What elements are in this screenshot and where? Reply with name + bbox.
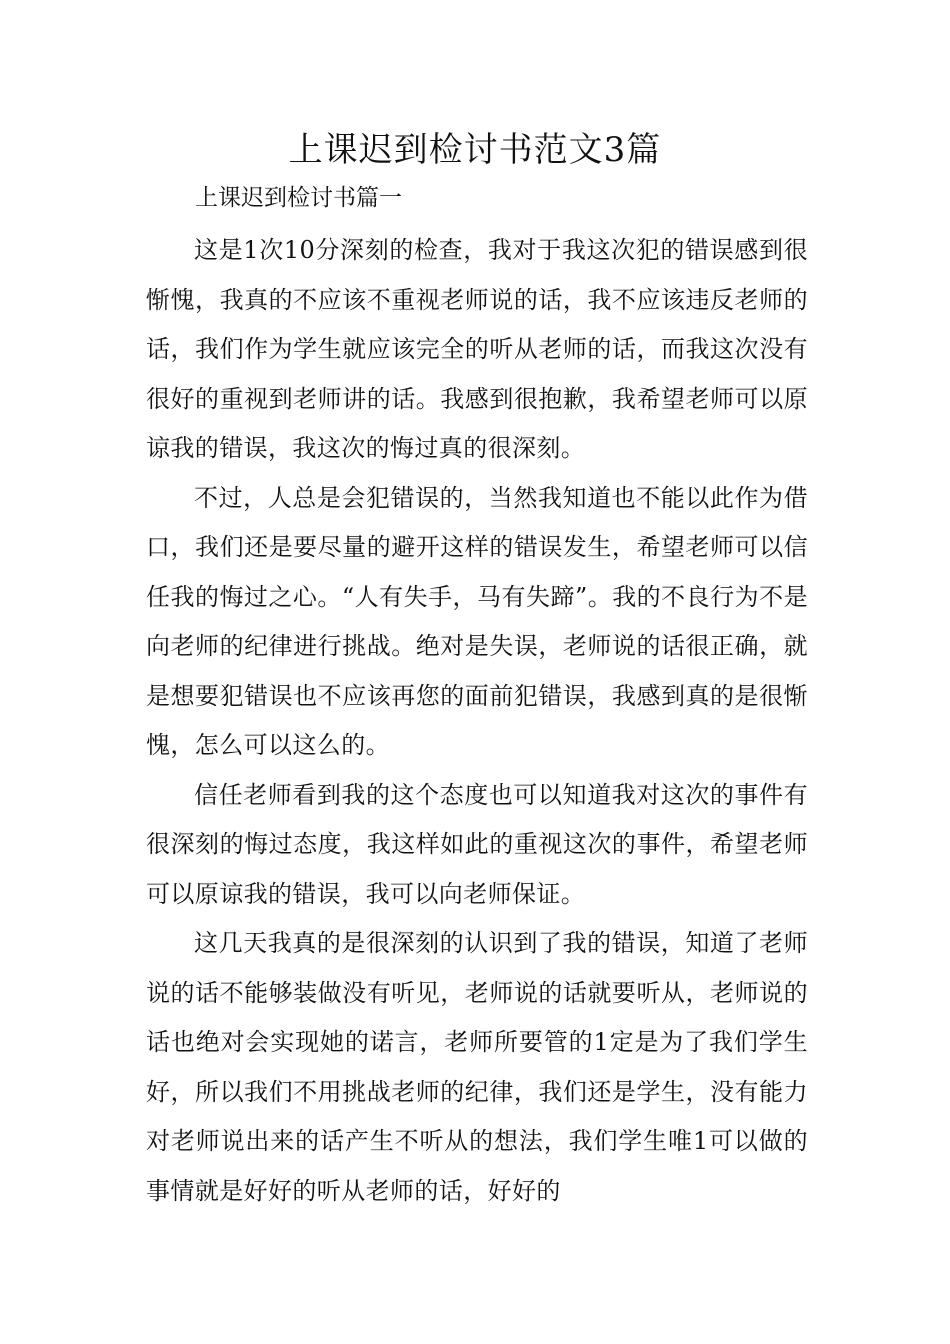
paragraph: 这是1次10分深刻的检查，我对于我这次犯的错误感到很惭愧，我真的不应该不重视老师说的话，我不应该违反老师的话，我们作为学生就应该完全的听从老师的话，而我这次没有很好的重视到老师讲的话。我感到很抱歉，我希望老师可以原谅我的错误，我这次的悔过真的很深刻。 [146,236,808,462]
document-title: 上课迟到检讨书范文3篇 [288,130,662,170]
paragraph: 不过，人总是会犯错误的，当然我知道也不能以此作为借口，我们还是要尽量的避开这样的错误发生，希望老师可以信任我的悔过之心。“人有失手，马有失蹄”。我的不良行为不是向老师的纪律进行挑战。绝对是失误，老师说的话很正确，就是想要犯错误也不应该再您的面前犯错误，我感到真的是很惭愧，怎么可以这么的。 [146,483,808,759]
paragraph: 信任老师看到我的这个态度也可以知道我对这次的事件有很深刻的悔过态度，我这样如此的重视这次的事件，希望老师可以原谅我的错误，我可以向老师保证。 [146,780,808,908]
paragraph: 这几天我真的是很深刻的认识到了我的错误，知道了老师说的话不能够装做没有听见，老师说的话就要听从，老师说的话也绝对会实现她的诺言，老师所要管的1定是为了我们学生好，所以我们不用挑战老师的纪律，我们还是学生，没有能力对老师说出来的话产生不听从的想法，我们学生唯1可以做的事情就是好好的听从老师的话，好好的 [146,929,808,1205]
section-heading: 上课迟到检讨书篇一 [195,185,402,211]
document-body [146,226,808,1216]
